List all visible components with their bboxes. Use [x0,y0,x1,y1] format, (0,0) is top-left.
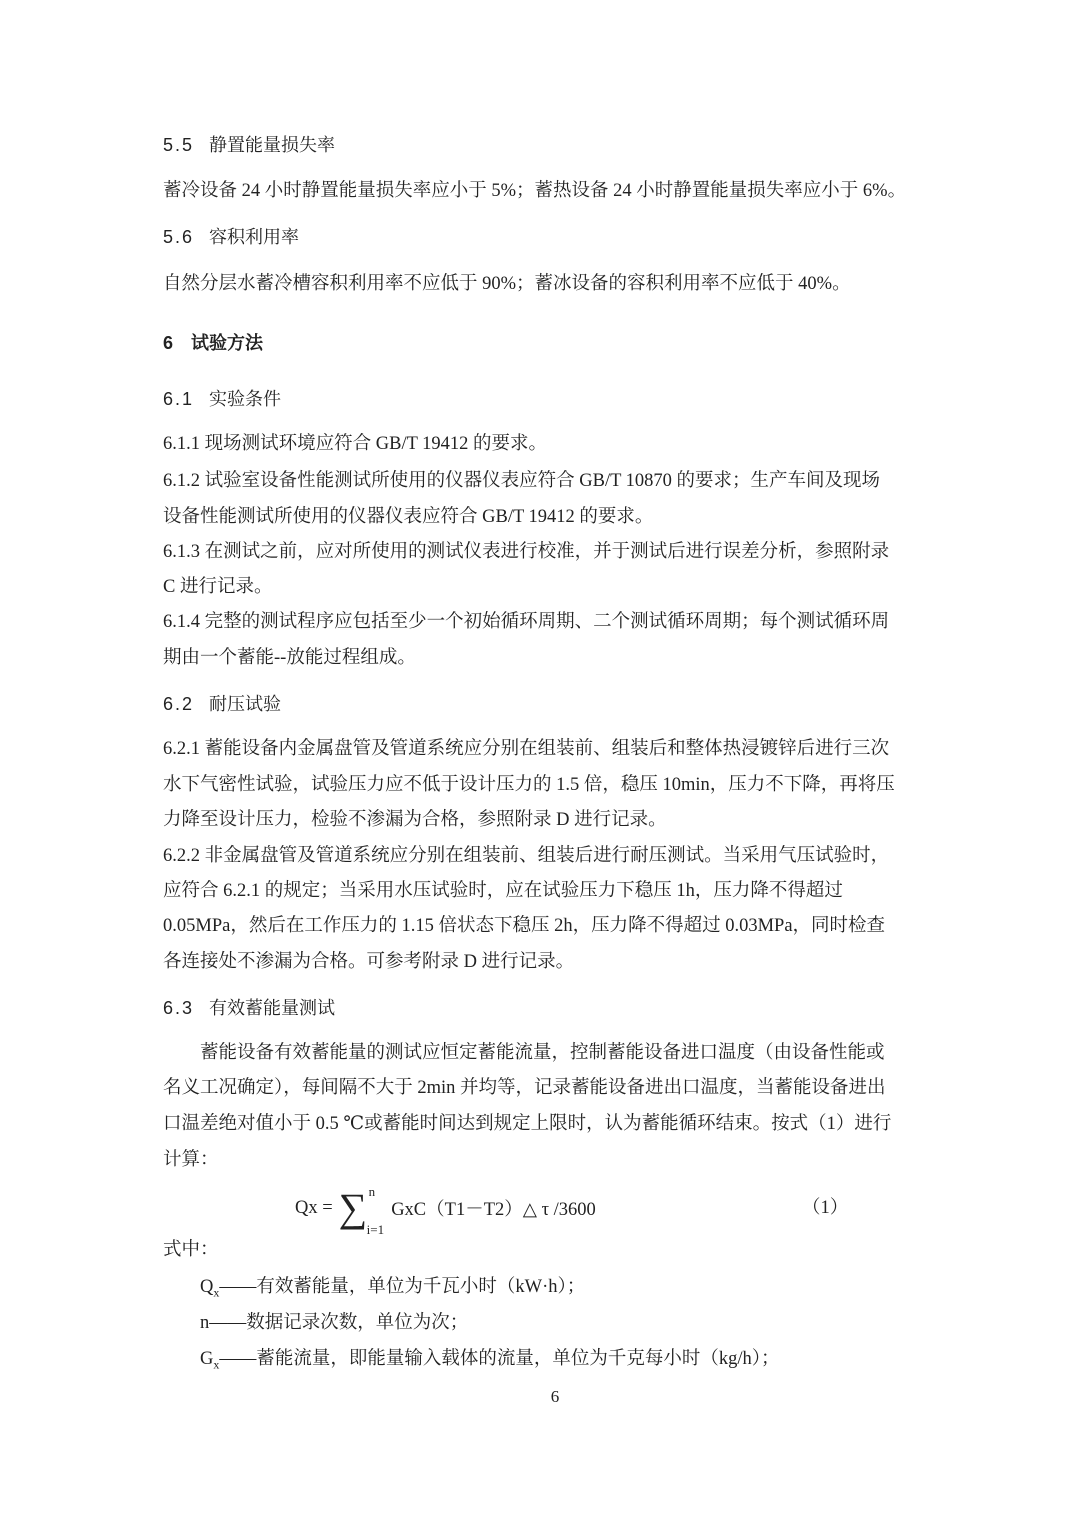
section-title: 容积利用率 [209,227,299,247]
text-line: 6.1.4 完整的测试程序应包括至少一个初始循环周期、二个测试循环周期；每个测试循环周 [163,612,890,632]
variable-definition: $Q_x——$有效蓄能量，单位为千瓦小时（kW·h）； [200,1277,586,1300]
heading-6-2 [163,692,281,716]
formula [295,1184,596,1237]
text-line: C 进行记录。 [163,577,273,597]
heading-5-6 [163,225,299,249]
heading-6-1 [163,387,281,411]
section-number: 5.6 [163,227,195,247]
equation-number: （1） [802,1198,849,1218]
text-line: 设备性能测试所使用的仪器仪表应符合 GB/T 19412 的要求。 [163,507,654,527]
section-number: 6.1 [163,389,195,409]
text-line: 期由一个蓄能--放能过程组成。 [163,648,416,668]
text-line: 名义工况确定），每间隔不大于 2min 并均等，记录蓄能设备进出口温度，当蓄能设备进出 [163,1078,886,1098]
section-title: 实验条件 [209,389,281,409]
paragraph: 蓄冷设备 24 小时静置能量损失率应小于 5%；蓄热设备 24 小时静置能量损失率应小于 6%。 [163,181,907,201]
text-line: 水下气密性试验，试验压力应不低于设计压力的 1.5 倍，稳压 10min，压力不下降，再将压 [163,775,895,795]
text-line: 0.05MPa，然后在工作压力的 1.15 倍状态下稳压 2h，压力降不得超过 0.03MPa，同时检查 [163,916,886,936]
where-label: 式中： [163,1240,219,1260]
section-number: 6.3 [163,998,195,1018]
formula-lhs: Qx = [295,1197,333,1218]
text-line: 各连接处不渗漏为合格。可参考附录 D 进行记录。 [163,952,575,972]
text-line: 6.2.2 非金属盘管及管道系统应分别在组装前、组装后进行耐压测试。当采用气压试验时， [163,846,890,866]
text-line: 口温差绝对值小于 0.5 ℃或蓄能时间达到规定上限时，认为蓄能循环结束。按式（1）进行 [163,1114,892,1134]
section-title: 有效蓄能量测试 [209,998,335,1018]
variable-definition: n——数据记录次数，单位为次； [200,1313,469,1333]
formula-rhs: GxC（T1－T2）△ τ /3600 [391,1200,596,1220]
text-line: 6.1.2 试验室设备性能测试所使用的仪器仪表应符合 GB/T 10870 的要求；生产车间及现场 [163,471,881,491]
sum-upper-limit: n [368,1184,376,1199]
section-number: 5.5 [163,135,195,155]
heading-5-5 [163,133,335,157]
section-number: 6 [163,333,176,353]
heading-6 [163,331,263,355]
text-line: 6.1.3 在测试之前，应对所使用的测试仪表进行校准，并于测试后进行误差分析，参照附录 [163,542,890,562]
section-number: 6.2 [163,694,195,714]
text-line: 6.2.1 蓄能设备内金属盘管及管道系统应分别在组装前、组装后和整体热浸镀锌后进行三次 [163,739,890,759]
paragraph: 自然分层水蓄冷槽容积利用率不应低于 90%；蓄冰设备的容积利用率不应低于 40%。 [163,274,851,294]
sigma-symbol: ∑ n i=1 [339,1193,368,1223]
text-line: 应符合 6.2.1 的规定；当采用水压试验时，应在试验压力下稳压 1h，压力降不得超过 [163,881,843,901]
section-title: 试验方法 [191,333,263,353]
heading-6-3 [163,996,335,1020]
text-line: 蓄能设备有效蓄能量的测试应恒定蓄能流量，控制蓄能设备进口温度（由设备性能或 [200,1043,885,1063]
page-number: 6 [550,1387,560,1406]
section-title: 静置能量损失率 [209,135,335,155]
text-line: 计算： [163,1150,219,1170]
section-title: 耐压试验 [209,694,281,714]
text-line: 力降至设计压力，检验不渗漏为合格，参照附录 D 进行记录。 [163,810,667,830]
sum-lower-limit: i=1 [366,1222,385,1237]
text-line: 6.1.1 现场测试环境应符合 GB/T 19412 的要求。 [163,434,548,454]
variable-definition: $G_x——$蓄能流量，即能量输入载体的流量，单位为千克每小时（kg/h）； [200,1349,780,1372]
